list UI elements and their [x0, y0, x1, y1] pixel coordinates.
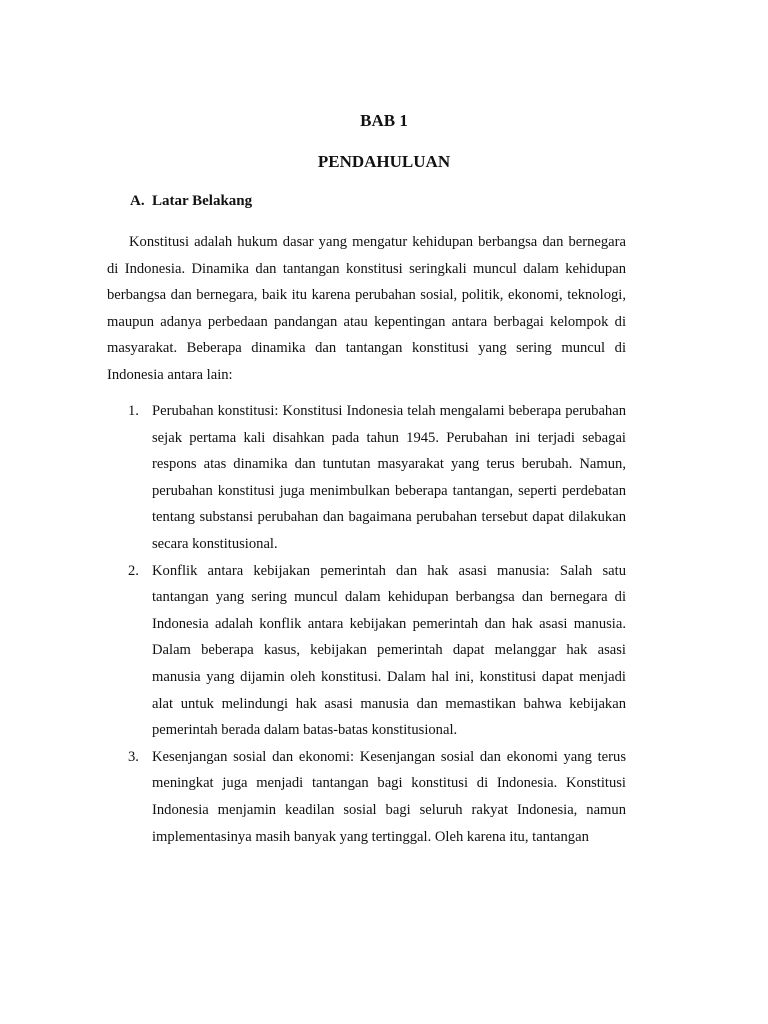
- list-item: [128, 558, 626, 744]
- challenge-list: [128, 398, 626, 850]
- list-item-text: Konflik antara kebijakan pemerintah dan hak asasi manusia: Salah satu tantangan yang sering muncul dalam kehidupan berbangsa dan bernegara di Indonesia adalah konflik antara kebijakan pemerintah dan hak asasi manusia. Dalam beberapa kasus, kebijakan pemerintah dapat melanggar hak asasi manusia yang dijamin oleh konstitusi. Dalam hal ini, konstitusi dapat menjadi alat untuk melindungi hak asasi manusia dan memastikan bahwa kebijakan pemerintah berada dalam batas-batas konstitusional.: [152, 562, 626, 739]
- list-item-number: 3.: [128, 748, 139, 765]
- list-item-text: Perubahan konstitusi: Konstitusi Indonesia telah mengalami beberapa perubahan sejak pertama kali disahkan pada tahun 1945. Perubahan ini terjadi sebagai respons atas dinamika dan tuntutan masyarakat yang terus berubah. Namun, perubahan konstitusi juga menimbulkan beberapa tantangan, seperti perdebatan tentang substansi perubahan dan bagaimana perubahan tersebut dapat dilakukan secara konstitusional.: [152, 403, 626, 552]
- section-letter: A.: [130, 193, 145, 209]
- list-item-number: 1.: [128, 403, 139, 419]
- list-item: [128, 744, 626, 850]
- list-item-number: 2.: [128, 562, 139, 579]
- chapter-number: BAB 1: [360, 111, 408, 130]
- list-item: [128, 398, 626, 558]
- chapter-title: PENDAHULUAN: [317, 152, 451, 171]
- intro-paragraph: Konstitusi adalah hukum dasar yang mengatur kehidupan berbangsa dan bernegara di Indonesia. Dinamika dan tantangan konstitusi seringkali muncul dalam kehidupan berbangsa dan bernegara, baik itu karena perubahan sosial, politik, ekonomi, teknologi, maupun adanya perbedaan pandangan atau kepentingan antara berbagai kelompok di masyarakat. Beberapa dinamika dan tantangan konstitusi yang sering muncul di Indonesia antara lain:: [107, 234, 626, 383]
- section-heading: [130, 193, 252, 210]
- section-title: Latar Belakang: [152, 193, 253, 209]
- list-item-text: Kesenjangan sosial dan ekonomi: Kesenjangan sosial dan ekonomi yang terus meningkat juga menjadi tantangan bagi konstitusi di Indonesia. Konstitusi Indonesia menjamin keadilan sosial bagi seluruh rakyat Indonesia, namun implementasinya masih banyak yang tertinggal. Oleh karena itu, tantangan: [152, 748, 626, 845]
